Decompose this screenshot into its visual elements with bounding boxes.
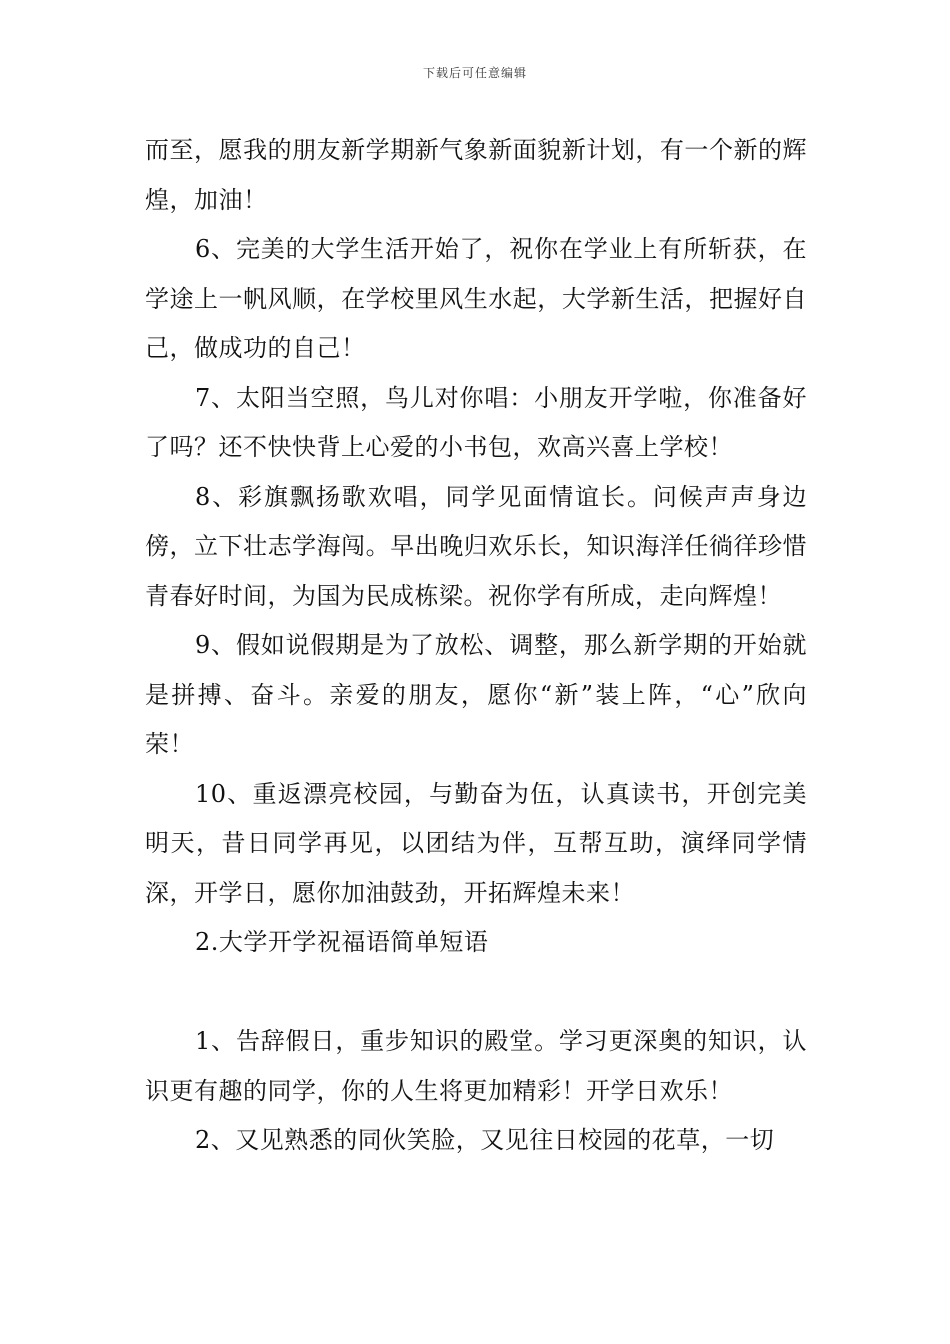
document-body <box>145 126 807 1166</box>
section-heading: 2.大学开学祝福语简单短语 <box>195 928 489 956</box>
paragraph-item-9: 9、假如说假期是为了放松、调整，那么新学期的开始就是拼搏、奋斗。亲爱的朋友，愿你“新”装上阵，“心”欣向荣！ <box>145 631 807 758</box>
section-paragraph-item-1: 1、告辞假日，重步知识的殿堂。学习更深奥的知识，认识更有趣的同学，你的人生将更加精彩！开学日欢乐！ <box>145 1027 807 1105</box>
paragraph-item-8: 8、彩旗飘扬歌欢唱，同学见面情谊长。问候声声身边傍，立下壮志学海闯。早出晚归欢乐长，知识海洋任徜徉珍惜青春好时间，为国为民成栋梁。祝你学有所成，走向辉煌！ <box>145 482 807 610</box>
paragraph-item-6: 6、完美的大学生活开始了，祝你在学业上有所斩获，在学途上一帆风顺，在学校里风生水起，大学新生活，把握好自己，做成功的自己！ <box>145 235 807 362</box>
paragraph-continuation: 而至，愿我的朋友新学期新气象新面貌新计划，有一个新的辉煌，加油！ <box>145 136 807 214</box>
paragraph-item-7: 7、太阳当空照，鸟儿对你唱：小朋友开学啦，你准备好了吗？还不快快背上心爱的小书包，欢高兴喜上学校！ <box>145 383 807 461</box>
section-paragraph-item-2: 2、又见熟悉的同伙笑脸，又见往日校园的花草，一切 <box>195 1126 775 1154</box>
page-header: 下载后可任意编辑 <box>422 66 527 80</box>
blank-line <box>145 968 807 1018</box>
paragraph-item-10: 10、重返漂亮校园，与勤奋为伍，认真读书，开创完美明天，昔日同学再见，以团结为伴，互帮互助，演绎同学情深，开学日，愿你加油鼓劲，开拓辉煌未来！ <box>145 779 807 907</box>
